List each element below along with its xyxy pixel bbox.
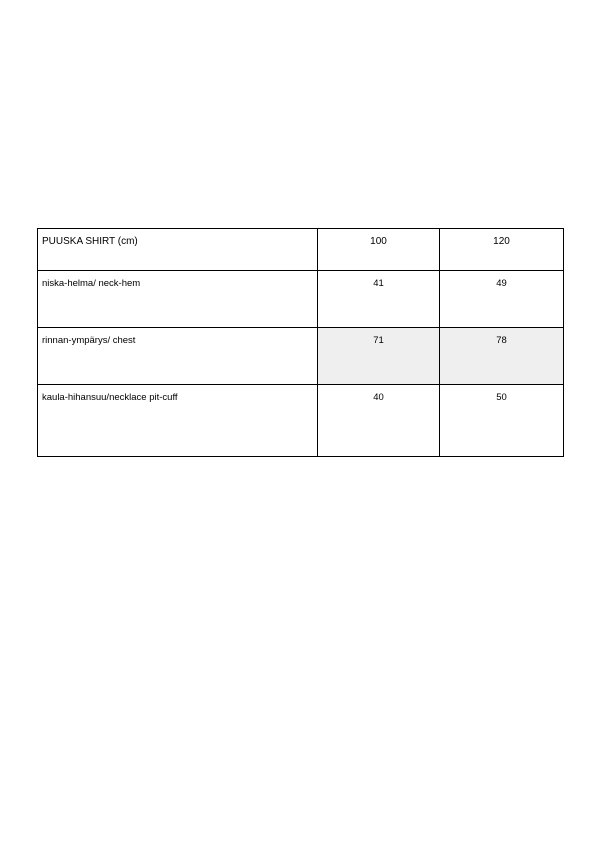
table-header-row [38,229,564,271]
measurement-value: 78 [440,328,564,385]
table-row [38,328,564,385]
table-row [38,271,564,328]
measurement-label: kaula-hihansuu/necklace pit-cuff [38,385,318,457]
measurement-value: 40 [318,385,440,457]
measurement-value: 49 [440,271,564,328]
size-chart-table [37,228,564,457]
measurement-value: 41 [318,271,440,328]
size-header-100: 100 [318,229,440,271]
table-row [38,385,564,457]
table-title: PUUSKA SHIRT (cm) [38,229,318,271]
measurement-label: niska-helma/ neck-hem [38,271,318,328]
measurement-value: 50 [440,385,564,457]
measurement-value: 71 [318,328,440,385]
measurement-label: rinnan-ympärys/ chest [38,328,318,385]
size-header-120: 120 [440,229,564,271]
